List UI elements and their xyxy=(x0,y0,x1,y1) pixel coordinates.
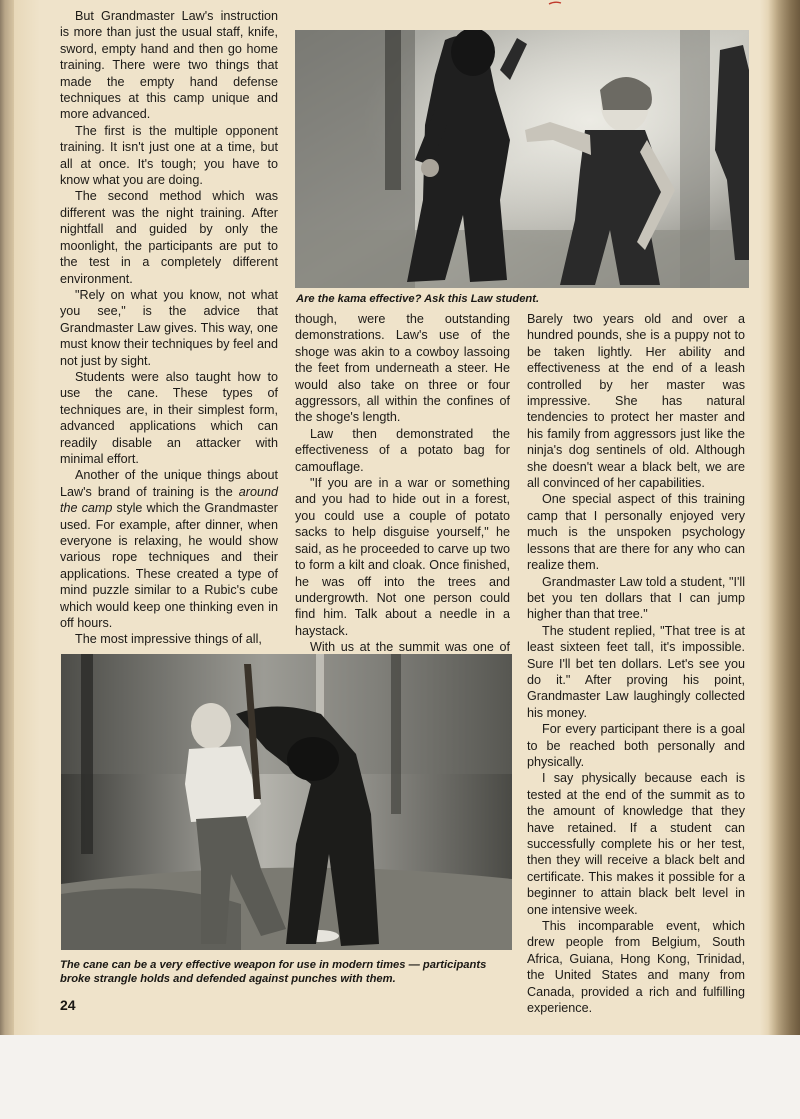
article-column-2 xyxy=(295,311,510,672)
paragraph: One special aspect of this training camp that I personally enjoyed very much is the unspoken psychology lessons that are there for any who can realize them. xyxy=(527,492,745,573)
paragraph xyxy=(60,467,278,631)
paragraph: With us at the summit was one of xyxy=(310,640,510,655)
page-spine xyxy=(0,0,14,1035)
page-fold-shadow xyxy=(768,0,800,1035)
photo-cane-demonstration xyxy=(61,654,512,950)
paragraph: Grandmaster Law told a student, "I'll bet you ten dollars that I can jump higher than that tree." xyxy=(527,574,745,622)
photo-caption: Are the kama effective? Ask this Law student. xyxy=(296,293,540,305)
paragraph: The student replied, "That tree is at least sixteen feet tall, it's impossible. Sure I'll bet ten dollars. Let's see you do it." After proving his point, Grandmaster Law laughingly collected his money. xyxy=(527,623,745,720)
photo-kama-demonstration xyxy=(295,30,749,288)
paragraph: I say physically because each is tested at the end of the summit as to the amount of knowledge that they have retained. If a student can successfully complete his or her test, then they will receive a black belt and certificate. This makes it possible for a beginner to attain black belt level in one intensive week. xyxy=(527,771,745,917)
photo-cane-image xyxy=(61,654,512,950)
paragraph: Law then demonstrated the effectiveness of a potato bag for camouflage. xyxy=(295,426,510,474)
article-column-3 xyxy=(527,311,745,1016)
page-number: 24 xyxy=(60,997,76,1013)
paragraph: Students were also taught how to use the cane. These types of techniques are, in their simplest form, advanced applications which can readily disable an attacker with minimal effort. xyxy=(60,369,278,466)
photo-caption: The cane can be a very effective weapon for use in modern times — participants broke strangle holds and defended against punches with them. xyxy=(60,959,487,985)
photo-kama-image xyxy=(295,30,749,288)
italic-phrase: around the camp xyxy=(60,484,278,516)
red-ink-mark xyxy=(548,0,562,6)
paragraph: This incomparable event, which drew people from Belgium, South Africa, Guiana, Hong Kong, Trinidad, the United States and many from Canada, provided a rich and fulfilling experience. xyxy=(527,919,745,1016)
paragraph: "If you are in a war or something and you had to hide out in a forest, you could use a couple of potato sacks to help disguise yourself," he said, as he proceeded to carve up two to form a kilt and cloak. Once finished, he was off into the trees and undergrowth. Not one person could find him. Talk about a needle in a haystack. xyxy=(295,476,510,638)
article-column-1 xyxy=(60,8,278,648)
paragraph: But Grandmaster Law's instruction is more than just the usual staff, knife, sword, empty hand and then go home training. There were two things that made the empty hand defense techniques at this camp unique and more advanced. xyxy=(60,9,278,122)
paragraph: The second method which was different was the night training. After nightfall and guided by only the moonlight, the participants are put to the test in a completely different environment. xyxy=(60,189,278,286)
paragraph: Barely two years old and over a hundred pounds, she is a puppy not to be taken lightly. Her ability and effectiveness at the end of a leash controlled by her master was impressive. She has natural tendencies to protect her master and his family from aggressors just like the ninja's dog sentinels of old. Although she doesn't wear a black belt, we are all convinced of her capabilities. xyxy=(527,312,745,491)
paragraph: The most impressive things of all, xyxy=(75,632,262,647)
paragraph: For every participant there is a goal to be reached both personally and physically. xyxy=(527,722,745,769)
paragraph: "Rely on what you know, not what you see," is the advice that Grandmaster Law gives. This way, one must know their techniques by feel and not just by sight. xyxy=(60,287,278,368)
paragraph: The first is the multiple opponent training. It isn't just one at a time, but all at once. It's tough; you have to know what you are doing. xyxy=(60,123,278,188)
paragraph-text: Another of the unique things about Law's brand of training is the xyxy=(60,468,278,499)
paragraph-text: style which the Grandmaster used. For example, after dinner, when everyone is relaxing, he would show various rope techniques and their applications. These created a type of mind puzzle similar to a Rubic's cube which would keep one thinking even in off hours. xyxy=(60,501,278,631)
paragraph: though, were the outstanding demonstrations. Law's use of the shoge was akin to a cowboy lassoing the feet from underneath a steer. He would also take on three or four aggressors, all within the confines of the shoge's length. xyxy=(295,312,510,425)
